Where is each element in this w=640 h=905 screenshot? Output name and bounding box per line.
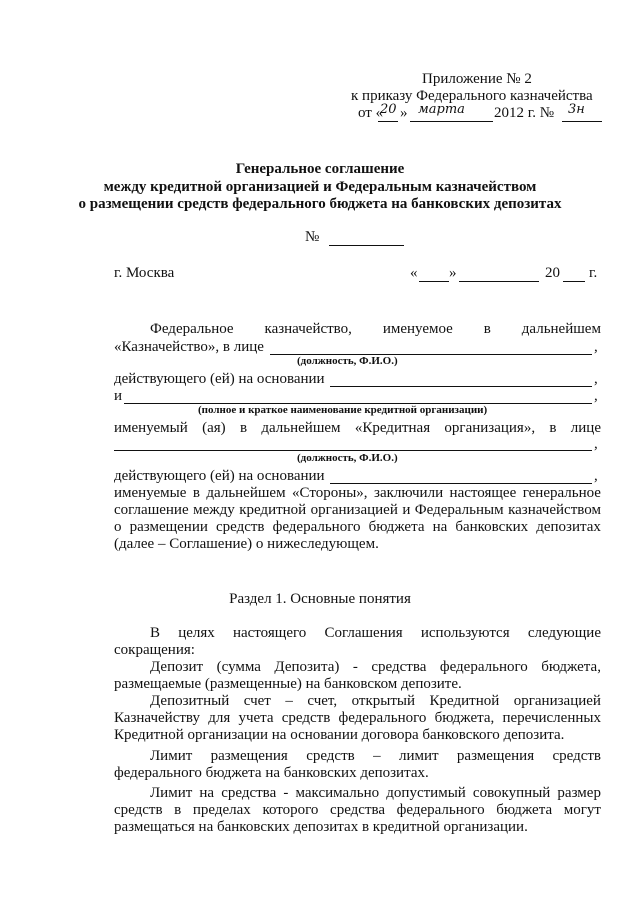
preamble-line-4: и — [114, 388, 123, 404]
preamble-line-1: Федеральное казначейство, именуемое в дальнейшем — [150, 321, 601, 337]
preamble-line-9: соглашение между кредитной организацией и Федеральным казначейством — [114, 502, 601, 518]
caption-position-name-1: (должность, Ф.И.О.) — [297, 355, 398, 367]
date-close-quote: » — [449, 265, 457, 281]
date-open-quote: « — [410, 265, 418, 281]
caption-position-name-2: (должность, Ф.И.О.) — [297, 452, 398, 464]
section-1-heading: Раздел 1. Основные понятия — [229, 591, 411, 607]
definition-deposit-cont: размещаемые (размещенные) на банковском депозите. — [114, 676, 462, 692]
order-date-day: 20 — [380, 102, 397, 117]
caption-credit-org-name: (полное и краткое наименование кредитной организации) — [198, 404, 488, 416]
date-day-line — [419, 281, 449, 282]
date-year-suffix: г. — [589, 265, 598, 281]
order-date-prefix: от « — [358, 105, 384, 121]
order-date-month: марта — [418, 102, 465, 117]
agreement-number-line — [329, 245, 404, 246]
preamble-line-7: действующего (ей) на основании — [114, 468, 325, 484]
order-date-month-line — [410, 121, 493, 122]
agreement-subtitle-2: о размещении средств федерального бюджета на банковских депозитах — [78, 196, 562, 212]
preamble-line-8: именуемые в дальнейшем «Стороны», заключили настоящее генеральное — [114, 485, 601, 501]
treasury-basis-line — [330, 386, 592, 387]
preamble-line-11: (далее – Соглашение) о нижеследующем. — [114, 536, 379, 552]
definition-placement-limit: Лимит размещения средств – лимит размещения средств — [150, 748, 601, 764]
definition-deposit: Депозит (сумма Депозита) - средства федерального бюджета, — [150, 659, 601, 675]
definition-deposit-account-line-2: Казначейству для учета средств федерального бюджета, перечисленных — [114, 710, 601, 726]
order-date-day-line — [378, 121, 398, 122]
appendix-label: Приложение № 2 — [422, 71, 532, 87]
order-number: 3н — [568, 102, 585, 117]
definition-placement-limit-cont: федерального бюджета на банковских депозитах. — [114, 765, 429, 781]
preamble-line-3: действующего (ей) на основании — [114, 371, 325, 387]
order-number-line — [562, 121, 602, 122]
definition-funds-limit-line-2: средств в пределах которого средства федерального бюджета могут — [114, 802, 601, 818]
agreement-title: Генеральное соглашение — [235, 161, 405, 177]
preamble-line-2: «Казначейство», в лице — [114, 339, 264, 355]
date-year-prefix: 20 — [545, 265, 560, 281]
definition-deposit-account-line-3: Кредитной организации на основании договора банковского депозита. — [114, 727, 565, 743]
preamble-line-10: о размещении средств федерального бюджета на банковских депозитах — [114, 519, 601, 535]
credit-org-basis-line — [330, 483, 592, 484]
definition-funds-limit-line-3: размещаться на банковских депозитах в кредитной организации. — [114, 819, 528, 835]
order-date-quote: » — [400, 105, 408, 121]
agreement-subtitle-1: между кредитной организацией и Федеральным казначейством — [103, 179, 537, 195]
order-reference: к приказу Федерального казначейства — [351, 88, 593, 104]
definition-funds-limit: Лимит на средства - максимально допустимый совокупный размер — [150, 785, 601, 801]
date-month-line — [459, 281, 539, 282]
city: г. Москва — [114, 265, 175, 281]
preamble-line-5: именуемый (ая) в дальнейшем «Кредитная организация», в лице — [114, 420, 601, 436]
credit-org-representative-line — [114, 450, 592, 451]
section-1-paragraph-1-cont: сокращения: — [114, 642, 195, 658]
date-year-line — [563, 281, 585, 282]
agreement-number-label: № — [305, 229, 320, 245]
definition-deposit-account: Депозитный счет – счет, открытый Кредитной организацией — [150, 693, 601, 709]
order-date-year: 2012 г. № — [494, 105, 555, 121]
section-1-paragraph-1: В целях настоящего Соглашения используются следующие — [150, 625, 601, 641]
